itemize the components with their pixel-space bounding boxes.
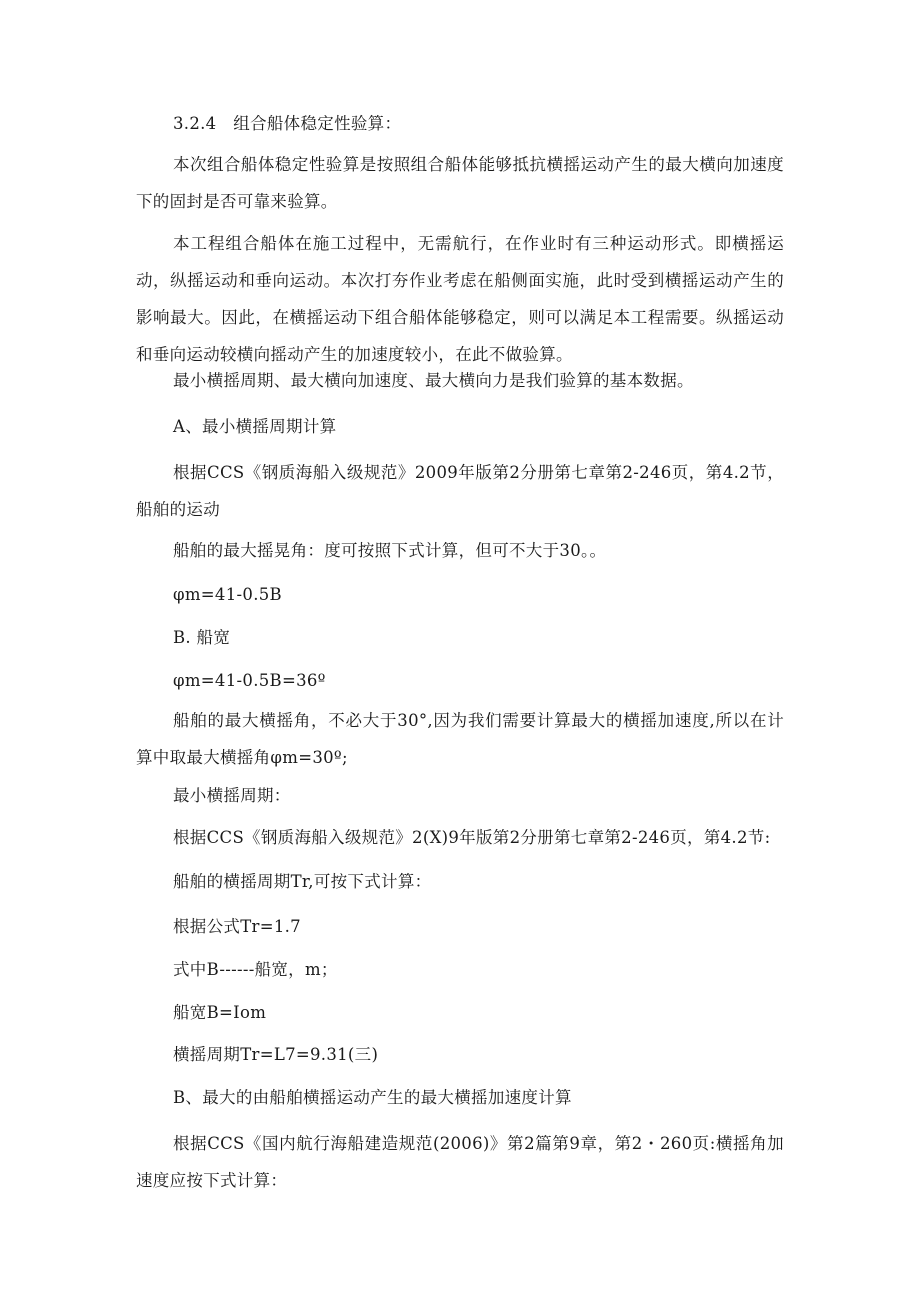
paragraph-roll-period-value: 横摇周期Tr=L7=9.31(三) — [173, 1045, 379, 1064]
paragraph-ccs-reference-2: 根据CCS《钢质海船入级规范》2(X)9年版第2分册第七章第2-246页，第4.2节: — [173, 828, 771, 847]
paragraph-motion-forms: 本工程组合船体在施工过程中，无需航行，在作业时有三种运动形式。即横摇运动，纵摇运动和垂向运动。本次打夯作业考虑在船侧面实施，此时受到横摇运动产生的影响最大。因此，在横摇运动下组合船体能够稳定，则可以满足本工程需要。纵摇运动和垂向运动较横向摇动产生的加速度较小，在此不做验算。 — [136, 234, 784, 364]
paragraph-ccs-reference-3: 根据CCS《国内航行海船建造规范(2006)》第2篇第9章，第2・260页:横摇角加速度应按下式计算： — [136, 1134, 784, 1190]
paragraph-where-b: 式中B------船宽，m； — [173, 960, 338, 979]
paragraph-roll-period-intro: 船舶的横摇周期Tr,可按下式计算： — [173, 872, 432, 891]
formula-phi-m-value: φm=41-0.5B=36º — [173, 671, 326, 690]
paragraph-ccs-reference-1: 根据CCS《钢质海船入级规范》2009年版第2分册第七章第2-246页，第4.2节，船舶的运动 — [136, 463, 784, 519]
paragraph-max-roll-angle-limit: 船舶的最大横摇角，不必大于30°,因为我们需要计算最大的横摇加速度,所以在计算中取最大横摇角φm=30º; — [136, 711, 784, 767]
item-b-beam-label: B. 船宽 — [173, 628, 231, 647]
item-a-heading: A、最小横摇周期计算 — [173, 417, 337, 436]
section-heading: 3.2.4 组合船体稳定性验算： — [173, 114, 402, 133]
paragraph-stability-intro: 本次组合船体稳定性验算是按照组合船体能够抵抗横摇运动产生的最大横向加速度下的固封是否可靠来验算。 — [136, 155, 784, 211]
paragraph-beam-value: 船宽B=Iom — [173, 1003, 267, 1022]
item-b2-heading: B、最大的由船舶横摇运动产生的最大横摇加速度计算 — [173, 1088, 572, 1107]
formula-tr: 根据公式Tr=1.7 — [173, 917, 301, 936]
formula-phi-m: φm=41-0.5B — [173, 585, 282, 604]
paragraph-basic-data: 最小横摇周期、最大横向加速度、最大横向力是我们验算的基本数据。 — [173, 371, 694, 390]
paragraph-min-roll-period: 最小横摇周期： — [173, 786, 291, 805]
paragraph-max-roll-angle: 船舶的最大摇晃角：度可按照下式计算，但可不大于30。。 — [173, 541, 607, 560]
